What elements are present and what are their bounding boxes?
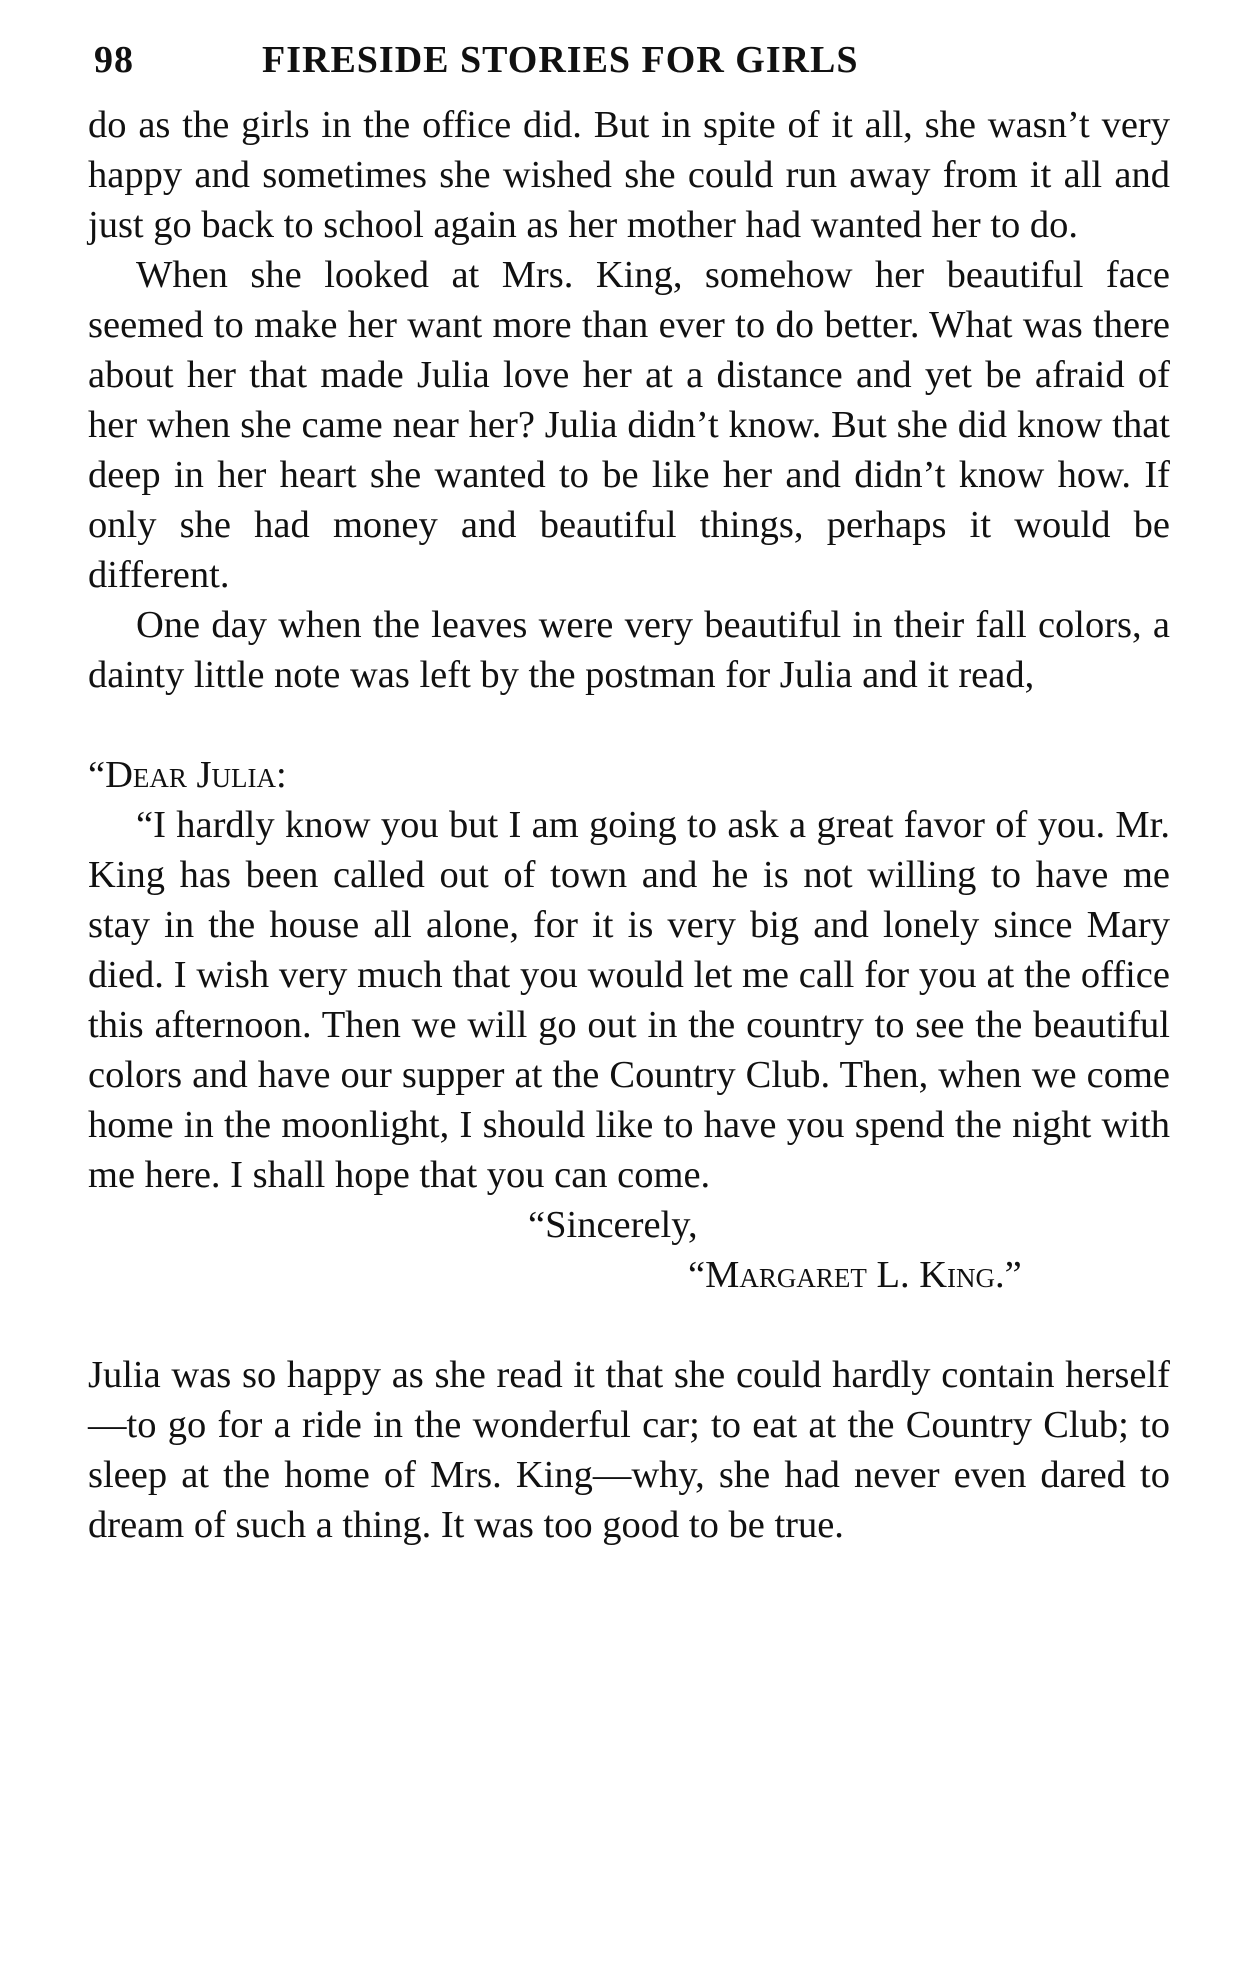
body-text [88,100,1170,1550]
spacer [88,1300,1170,1350]
paragraph-4: Julia was so happy as she read it that she could hardly contain herself—to go for a ride in the wonderful car; to eat at the Country Club; to sleep at the home of Mrs. King—why, she had never even dared to dream of such a thing. It was too good to be true. [88,1354,1170,1546]
letter-signature: “Margaret L. King.” [688,1254,1022,1296]
letter [88,750,1170,1300]
spacer [88,700,1170,750]
paragraph-3: One day when the leaves were very beautiful in their fall colors, a dainty little note was left by the postman for Julia and it read, [88,604,1170,696]
book-page [88,38,1170,1550]
page-header [88,38,1170,94]
paragraph-1: do as the girls in the office did. But in spite of it all, she wasn’t very happy and sometimes she wished she could run away from it all and just go back to school again as her mother had wanted her to do. [88,104,1170,246]
letter-signoff: “Sincerely, [528,1204,698,1246]
paragraph-2: When she looked at Mrs. King, somehow her beautiful face seemed to make her want more than ever to do better. What was there about her that made Julia love her at a distance and yet be afraid of her when she came near her? Julia didn’t know. But she did know that deep in her heart she wanted to be like her and didn’t know how. If only she had money and beautiful things, perhaps it would be different. [88,254,1170,596]
running-title: FIRESIDE STORIES FOR GIRLS [262,39,859,81]
page-number: 98 [94,39,134,81]
letter-body: “I hardly know you but I am going to ask a great favor of you. Mr. King has been called out of town and he is not willing to have me stay in the house all alone, for it is very big and lonely since Mary died. I wish very much that you would let me call for you at the office this afternoon. Then we will go out in the country to see the beautiful colors and have our supper at the Country Club. Then, when we come home in the moonlight, I should like to have you spend the night with me here. I shall hope that you can come. [88,804,1170,1196]
letter-salutation: “Dear Julia: [88,754,287,796]
